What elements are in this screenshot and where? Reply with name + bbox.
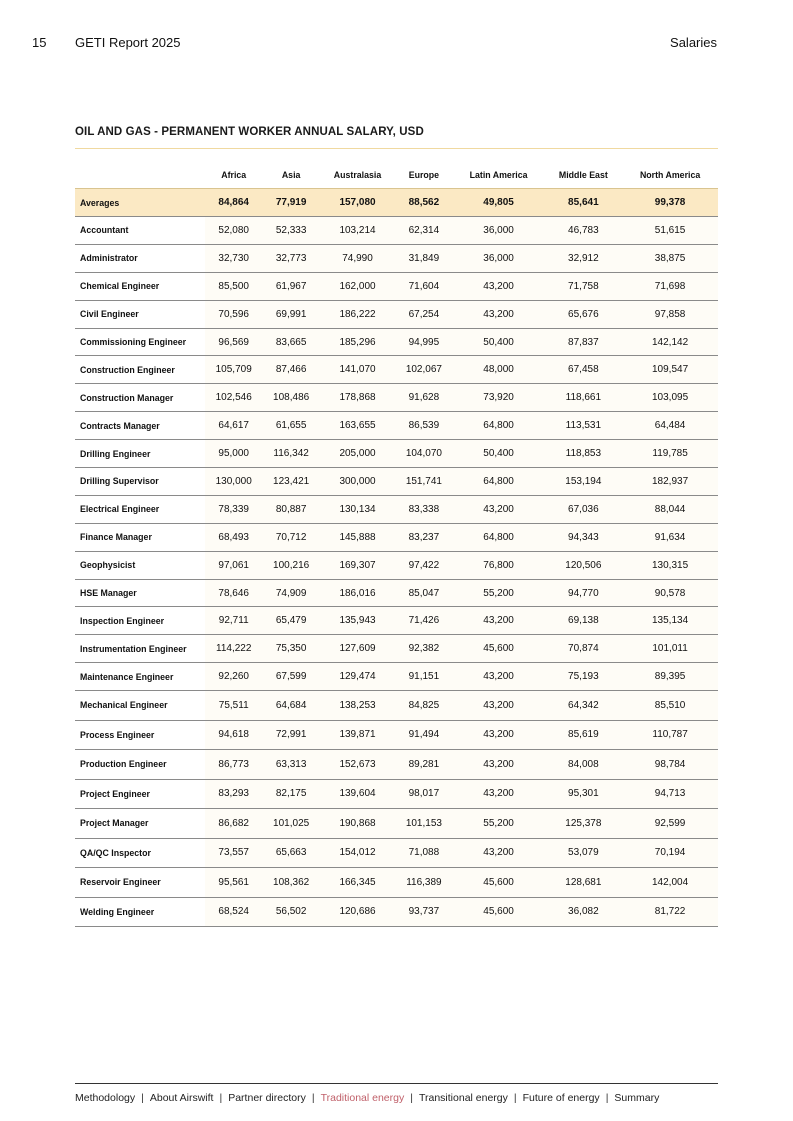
salary-cell: 123,421 [262,468,319,496]
salary-cell: 88,044 [622,495,718,523]
column-header: North America [639,170,701,180]
salary-cell: 94,995 [395,328,452,356]
row-label: Drilling Engineer [75,440,205,468]
salary-cell: 67,458 [545,356,623,384]
salary-cell: 91,634 [622,523,718,551]
salary-cell: 98,784 [622,750,718,780]
salary-cell: 48,000 [453,356,545,384]
salary-cell: 94,770 [545,579,623,607]
salary-cell: 86,539 [395,412,452,440]
salary-cell: 141,070 [320,356,395,384]
salary-cell: 145,888 [320,523,395,551]
salary-cell: 84,864 [205,189,262,217]
salary-cell: 118,853 [545,440,623,468]
salary-cell: 63,313 [262,750,319,780]
table-row [75,300,718,328]
salary-cell: 94,618 [205,720,262,750]
salary-cell: 43,200 [453,750,545,780]
salary-cell: 71,604 [395,272,452,300]
salary-cell: 81,722 [622,897,718,927]
salary-cell: 74,990 [320,244,395,272]
salary-cell: 53,079 [545,838,623,868]
salary-cell: 32,912 [545,244,623,272]
salary-cell: 86,773 [205,750,262,780]
salary-cell: 75,511 [205,691,262,721]
salary-cell: 87,837 [545,328,623,356]
salary-cell: 142,142 [622,328,718,356]
salary-cell: 120,686 [320,897,395,927]
salary-cell: 130,315 [622,551,718,579]
salary-cell: 64,684 [262,691,319,721]
salary-cell: 135,943 [320,607,395,635]
salary-cell: 89,395 [622,663,718,691]
salary-cell: 86,682 [205,809,262,839]
salary-cell: 83,665 [262,328,319,356]
footer-separator: | [141,1092,144,1104]
salary-cell: 65,676 [545,300,623,328]
row-label: Chemical Engineer [75,272,205,300]
row-label: Production Engineer [75,750,205,780]
row-label: Reservoir Engineer [75,868,205,898]
footer-divider [75,1083,718,1084]
salary-cell: 103,095 [622,384,718,412]
salary-cell: 113,531 [545,412,623,440]
salary-cell: 102,067 [395,356,452,384]
salary-cell: 36,000 [453,244,545,272]
salary-cell: 67,254 [395,300,452,328]
salary-cell: 103,214 [320,217,395,245]
row-label: Construction Manager [75,384,205,412]
salary-cell: 105,709 [205,356,262,384]
salary-cell: 99,378 [622,189,718,217]
salary-cell: 68,524 [205,897,262,927]
salary-cell: 45,600 [453,897,545,927]
salary-cell: 96,569 [205,328,262,356]
salary-cell: 108,486 [262,384,319,412]
salary-cell: 130,134 [320,495,395,523]
row-label: Drilling Supervisor [75,468,205,496]
table-row [75,691,718,721]
salary-cell: 152,673 [320,750,395,780]
salary-cell: 139,604 [320,779,395,809]
salary-cell: 45,600 [453,868,545,898]
salary-cell: 71,698 [622,272,718,300]
salary-cell: 185,296 [320,328,395,356]
row-label: Accountant [75,217,205,245]
salary-cell: 84,008 [545,750,623,780]
salary-cell: 108,362 [262,868,319,898]
table-row [75,635,718,663]
footer-separator: | [513,1092,517,1104]
salary-cell: 85,619 [545,720,623,750]
row-label: Civil Engineer [75,300,205,328]
table-row [75,468,718,496]
salary-cell: 77,919 [262,189,319,217]
salary-cell: 88,562 [395,189,452,217]
salary-cell: 151,741 [395,468,452,496]
salary-cell: 64,800 [453,468,545,496]
row-label: Averages [75,189,205,217]
salary-cell: 64,484 [622,412,718,440]
header-blank [75,162,205,189]
salary-cell: 73,920 [453,384,545,412]
salary-cell: 69,991 [262,300,319,328]
salary-cell: 68,493 [205,523,262,551]
salary-cell: 101,011 [622,635,718,663]
section-title: Salaries [670,35,717,50]
salary-cell: 43,200 [453,691,545,721]
row-label: Contracts Manager [75,412,205,440]
row-label: Commissioning Engineer [75,328,205,356]
salary-cell: 71,426 [395,607,452,635]
salary-cell: 97,422 [395,551,452,579]
salary-cell: 97,858 [622,300,718,328]
row-label: Mechanical Engineer [75,691,205,721]
salary-cell: 43,200 [453,495,545,523]
salary-cell: 92,382 [395,635,452,663]
table-row [75,809,718,839]
salary-cell: 45,600 [453,635,545,663]
salary-cell: 56,502 [262,897,319,927]
footer-link[interactable]: Partner directory [228,1092,306,1104]
salary-cell: 91,494 [395,720,452,750]
salary-cell: 92,711 [205,607,262,635]
salary-cell: 70,874 [545,635,623,663]
row-label: Maintenance Engineer [75,663,205,691]
salary-cell: 43,200 [453,272,545,300]
salary-cell: 31,849 [395,244,452,272]
salary-cell: 75,350 [262,635,319,663]
salary-cell: 205,000 [320,440,395,468]
table-row [75,663,718,691]
salary-cell: 116,342 [262,440,319,468]
table-row [75,579,718,607]
salary-cell: 102,546 [205,384,262,412]
row-label: HSE Manager [75,579,205,607]
salary-cell: 130,000 [205,468,262,496]
salary-cell: 36,082 [545,897,623,927]
salary-cell: 127,609 [320,635,395,663]
salary-cell: 94,343 [545,523,623,551]
salary-cell: 300,000 [320,468,395,496]
salary-cell: 93,737 [395,897,452,927]
table-row [75,328,718,356]
salary-cell: 85,500 [205,272,262,300]
footer-link[interactable]: Traditional energy [320,1092,405,1104]
salary-cell: 71,088 [395,838,452,868]
salary-cell: 64,342 [545,691,623,721]
salary-cell: 43,200 [453,720,545,750]
salary-cell: 84,825 [395,691,452,721]
footer-separator: | [605,1092,609,1104]
footer-separator: | [219,1092,223,1104]
salary-cell: 91,151 [395,663,452,691]
salary-cell: 43,200 [453,838,545,868]
footer-link[interactable]: Methodology [75,1092,136,1104]
salary-cell: 43,200 [453,300,545,328]
salary-cell: 43,200 [453,607,545,635]
table-row [75,897,718,927]
salary-cell: 75,193 [545,663,623,691]
salary-cell: 120,506 [545,551,623,579]
row-label: Administrator [75,244,205,272]
salary-cell: 64,800 [453,523,545,551]
salary-cell: 87,466 [262,356,319,384]
salary-cell: 71,758 [545,272,623,300]
salary-table [75,162,718,927]
salary-cell: 70,712 [262,523,319,551]
salary-cell: 154,012 [320,838,395,868]
salary-cell: 43,200 [453,779,545,809]
salary-cell: 80,887 [262,495,319,523]
salary-cell: 90,578 [622,579,718,607]
table-row [75,551,718,579]
salary-cell: 83,338 [395,495,452,523]
table-header-row [75,162,718,189]
footer-separator: | [410,1092,413,1104]
salary-cell: 72,991 [262,720,319,750]
row-label: Process Engineer [75,720,205,750]
salary-cell: 55,200 [453,579,545,607]
salary-cell: 85,047 [395,579,452,607]
salary-cell: 52,080 [205,217,262,245]
row-label: Inspection Engineer [75,607,205,635]
footer-link[interactable]: Future of energy [522,1092,600,1104]
table-row [75,272,718,300]
salary-cell: 69,138 [545,607,623,635]
salary-cell: 97,061 [205,551,262,579]
salary-cell: 92,260 [205,663,262,691]
table-row [75,412,718,440]
row-label: Electrical Engineer [75,495,205,523]
salary-cell: 190,868 [320,809,395,839]
footer-link[interactable]: Transitional energy [418,1092,508,1104]
row-label: Instrumentation Engineer [75,635,205,663]
salary-cell: 129,474 [320,663,395,691]
salary-cell: 95,561 [205,868,262,898]
salary-cell: 78,646 [205,579,262,607]
row-label: Project Manager [75,809,205,839]
salary-cell: 135,134 [622,607,718,635]
row-label: Finance Manager [75,523,205,551]
footer-separator: | [311,1092,315,1104]
salary-cell: 55,200 [453,809,545,839]
column-header: Australasia [333,170,382,180]
salary-cell: 76,800 [453,551,545,579]
salary-cell: 51,615 [622,217,718,245]
table-row [75,868,718,898]
salary-cell: 119,785 [622,440,718,468]
salary-cell: 153,194 [545,468,623,496]
title-divider [75,148,718,149]
salary-cell: 166,345 [320,868,395,898]
salary-cell: 94,713 [622,779,718,809]
salary-cell: 101,153 [395,809,452,839]
row-label: Construction Engineer [75,356,205,384]
row-label: QA/QC Inspector [75,838,205,868]
salary-cell: 92,599 [622,809,718,839]
salary-cell: 65,479 [262,607,319,635]
salary-cell: 109,547 [622,356,718,384]
salary-cell: 157,080 [320,189,395,217]
salary-cell: 138,253 [320,691,395,721]
table-row [75,750,718,780]
salary-cell: 61,655 [262,412,319,440]
table-row [75,779,718,809]
table-row [75,244,718,272]
salary-cell: 78,339 [205,495,262,523]
salary-cell: 101,025 [262,809,319,839]
salary-cell: 169,307 [320,551,395,579]
salary-cell: 38,875 [622,244,718,272]
salary-cell: 85,641 [545,189,623,217]
salary-cell: 32,773 [262,244,319,272]
table-row [75,720,718,750]
column-header: Latin America [469,170,528,180]
salary-cell: 83,293 [205,779,262,809]
salary-cell: 61,967 [262,272,319,300]
salary-cell: 70,194 [622,838,718,868]
table-row [75,495,718,523]
table-row [75,838,718,868]
salary-cell: 46,783 [545,217,623,245]
salary-cell: 163,655 [320,412,395,440]
table-title: OIL AND GAS - PERMANENT WORKER ANNUAL SALARY, USD [75,126,424,138]
column-header: Europe [408,170,440,180]
salary-cell: 83,237 [395,523,452,551]
salary-cell: 64,800 [453,412,545,440]
column-header: Middle East [558,170,608,180]
page-number: 15 [32,35,47,50]
table-row [75,217,718,245]
table-row [75,523,718,551]
salary-cell: 50,400 [453,328,545,356]
salary-cell: 49,805 [453,189,545,217]
salary-cell: 85,510 [622,691,718,721]
salary-cell: 74,909 [262,579,319,607]
salary-cell: 65,663 [262,838,319,868]
salary-cell: 73,557 [205,838,262,868]
salary-cell: 114,222 [205,635,262,663]
salary-cell: 104,070 [395,440,452,468]
salary-cell: 162,000 [320,272,395,300]
salary-cell: 50,400 [453,440,545,468]
salary-cell: 95,000 [205,440,262,468]
row-label: Welding Engineer [75,897,205,927]
salary-cell: 64,617 [205,412,262,440]
salary-cell: 118,661 [545,384,623,412]
column-header: Africa [221,170,247,180]
salary-cell: 62,314 [395,217,452,245]
table-row [75,440,718,468]
salary-cell: 186,016 [320,579,395,607]
salary-cell: 32,730 [205,244,262,272]
salary-cell: 142,004 [622,868,718,898]
salary-cell: 67,599 [262,663,319,691]
salary-cell: 82,175 [262,779,319,809]
salary-cell: 67,036 [545,495,623,523]
table-row [75,356,718,384]
table-row [75,384,718,412]
salary-cell: 89,281 [395,750,452,780]
footer-link[interactable]: About Airswift [149,1092,214,1104]
salary-cell: 52,333 [262,217,319,245]
salary-cell: 125,378 [545,809,623,839]
salary-cell: 178,868 [320,384,395,412]
salary-cell: 139,871 [320,720,395,750]
report-title: GETI Report 2025 [75,35,181,50]
salary-cell: 110,787 [622,720,718,750]
salary-cell: 91,628 [395,384,452,412]
salary-cell: 186,222 [320,300,395,328]
salary-cell: 98,017 [395,779,452,809]
row-label: Project Engineer [75,779,205,809]
salary-cell: 95,301 [545,779,623,809]
row-label: Geophysicist [75,551,205,579]
salary-cell: 36,000 [453,217,545,245]
footer-link[interactable]: Summary [614,1092,660,1104]
salary-cell: 182,937 [622,468,718,496]
salary-cell: 70,596 [205,300,262,328]
averages-row [75,189,718,217]
salary-cell: 100,216 [262,551,319,579]
column-header: Asia [281,170,301,180]
salary-cell: 128,681 [545,868,623,898]
salary-cell: 116,389 [395,868,452,898]
salary-cell: 43,200 [453,663,545,691]
table-row [75,607,718,635]
footer-nav [75,1092,659,1104]
